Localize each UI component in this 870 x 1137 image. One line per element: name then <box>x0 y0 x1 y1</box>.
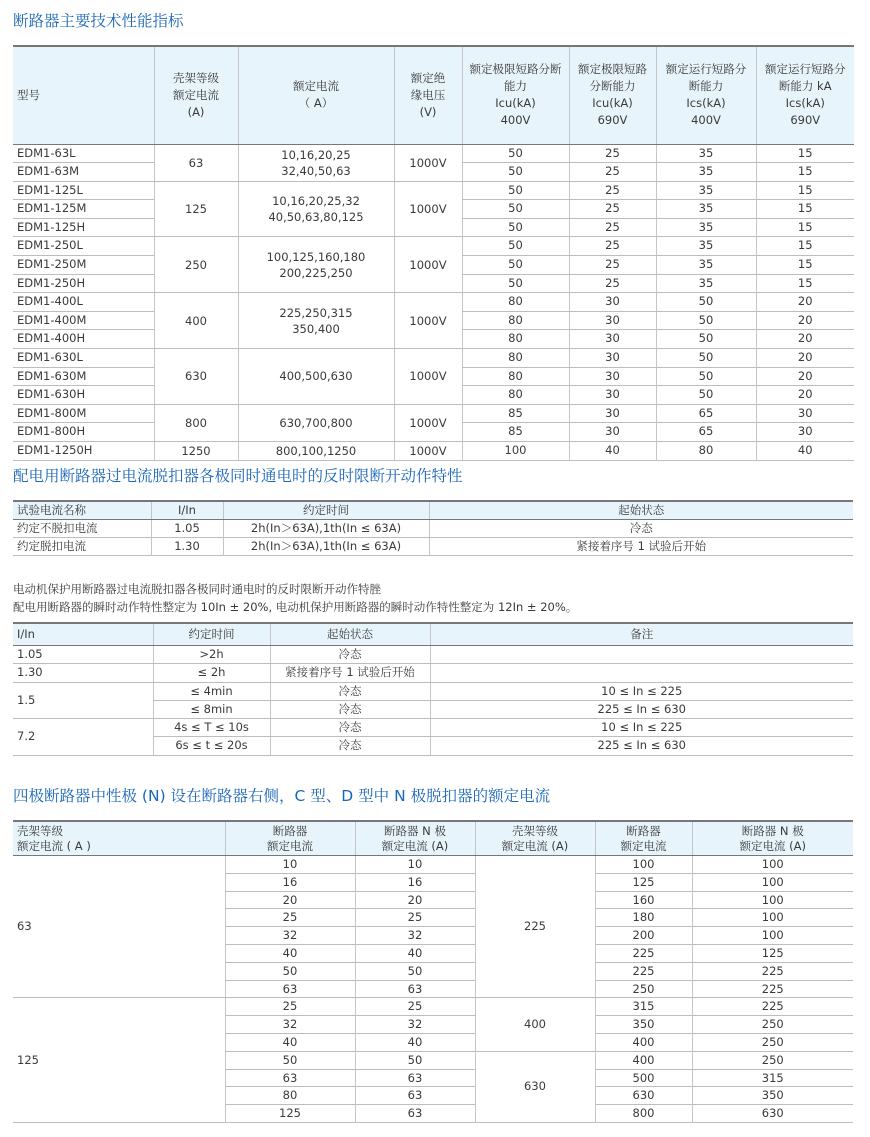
ics-690-cell: 15 <box>756 163 854 182</box>
table-row <box>13 237 854 256</box>
model-cell: EDM1-125L <box>13 181 154 200</box>
rated-current-cell: 350 <box>595 1016 692 1034</box>
n-pole-current-cell: 100 <box>692 856 853 874</box>
icu-690-cell: 25 <box>569 218 656 237</box>
rated-current-cell: 500 <box>595 1069 692 1087</box>
icu-690-cell: 40 <box>569 442 656 461</box>
ics-690-cell: 15 <box>756 200 854 219</box>
n-pole-current-cell: 100 <box>692 909 853 927</box>
rated-current-cell: 100 <box>595 856 692 874</box>
inverse-time-table <box>13 500 853 556</box>
icu-400-cell: 50 <box>462 237 569 256</box>
t4-header-frame-a: 壳架等级 额定电流 ( A ) <box>13 821 225 856</box>
rated-current-cell: 32 <box>225 927 355 945</box>
note-cell <box>430 664 853 682</box>
iin-cell: 1.5 <box>13 682 153 719</box>
ics-400-cell: 50 <box>656 386 756 405</box>
icu-400-cell: 80 <box>462 386 569 405</box>
rated-current-cell: 125 <box>225 1105 355 1123</box>
icu-690-cell: 25 <box>569 237 656 256</box>
model-cell: EDM1-630H <box>13 386 154 405</box>
n-pole-current-cell: 350 <box>692 1087 853 1105</box>
model-cell: EDM1-63M <box>13 163 154 182</box>
table-row <box>13 856 853 874</box>
icu-690-cell: 25 <box>569 256 656 275</box>
time-cell: 2h(In＞63A),1th(In ≤ 63A) <box>223 520 429 538</box>
t4-header-frame-b: 壳架等级 额定电流 (A) <box>475 821 595 856</box>
rated-current-cell: 80 <box>225 1087 355 1105</box>
icu-690-cell: 30 <box>569 311 656 330</box>
rated-current-cell: 800,100,1250 <box>238 442 394 461</box>
icu-400-cell: 85 <box>462 404 569 423</box>
frame-cell: 630 <box>154 349 238 405</box>
note-cell: 10 ≤ In ≤ 225 <box>430 682 853 700</box>
rated-current-cell: 25 <box>225 998 355 1016</box>
state-cell: 冷态 <box>270 682 430 700</box>
table-row <box>13 144 854 163</box>
table-row <box>13 646 853 664</box>
rated-current-cell: 20 <box>225 891 355 909</box>
ics-400-cell: 35 <box>656 144 756 163</box>
t2-header-time: 约定时间 <box>223 501 429 520</box>
ics-690-cell: 20 <box>756 293 854 312</box>
icu-690-cell: 25 <box>569 200 656 219</box>
rated-current-cell: 160 <box>595 891 692 909</box>
n-pole-current-cell: 630 <box>692 1105 853 1123</box>
table-row <box>13 998 853 1016</box>
rated-current-cell: 180 <box>595 909 692 927</box>
ics-690-cell: 20 <box>756 349 854 368</box>
voltage-cell: 1000V <box>394 349 462 405</box>
iin-cell: 1.05 <box>13 646 153 664</box>
note-cell: 10 ≤ In ≤ 225 <box>430 719 853 737</box>
n-pole-current-cell: 50 <box>355 1051 475 1069</box>
time-cell: 4s ≤ T ≤ 10s <box>153 719 270 737</box>
icu-690-cell: 25 <box>569 274 656 293</box>
iin-cell: 1.30 <box>13 664 153 682</box>
ics-400-cell: 50 <box>656 330 756 349</box>
note-motor-protection: 电动机保护用断路器过电流脱扣器各极同时通电时的反时限断开动作特脞 <box>13 582 381 596</box>
frame-cell: 1250 <box>154 442 238 461</box>
n-pole-current-cell: 10 <box>355 856 475 874</box>
iin-cell: 1.05 <box>151 520 223 538</box>
state-cell: 紧接着序号 1 试验后开始 <box>429 538 853 556</box>
state-cell: 冷态 <box>270 737 430 755</box>
state-cell: 冷态 <box>270 719 430 737</box>
table-row <box>13 538 853 556</box>
state-cell: 冷态 <box>270 700 430 718</box>
ics-690-cell: 20 <box>756 386 854 405</box>
frame-cell: 63 <box>13 856 225 998</box>
ics-690-cell: 15 <box>756 274 854 293</box>
header-frame: 壳架等级 额定电流 (A) <box>154 46 238 144</box>
n-pole-current-cell: 25 <box>355 998 475 1016</box>
icu-400-cell: 50 <box>462 200 569 219</box>
t2-header-state: 起始状态 <box>429 501 853 520</box>
model-cell: EDM1-630L <box>13 349 154 368</box>
table-row <box>13 719 853 737</box>
icu-400-cell: 50 <box>462 144 569 163</box>
rated-current-cell: 225,250,315 350,400 <box>238 293 394 349</box>
rated-current-cell: 25 <box>225 909 355 927</box>
voltage-cell: 1000V <box>394 144 462 181</box>
ics-400-cell: 50 <box>656 311 756 330</box>
rated-current-cell: 200 <box>595 927 692 945</box>
t3-header-note: 备注 <box>430 623 853 646</box>
t4-header-n-a: 断路器 N 极 额定电流 (A) <box>355 821 475 856</box>
n-pole-current-cell: 63 <box>355 1087 475 1105</box>
ics-400-cell: 65 <box>656 404 756 423</box>
icu-690-cell: 30 <box>569 349 656 368</box>
ics-690-cell: 20 <box>756 367 854 386</box>
state-cell: 冷态 <box>270 646 430 664</box>
note-cell: 225 ≤ In ≤ 630 <box>430 737 853 755</box>
rated-current-cell: 16 <box>225 873 355 891</box>
ics-690-cell: 15 <box>756 218 854 237</box>
ics-690-cell: 40 <box>756 442 854 461</box>
table-row <box>13 520 853 538</box>
n-pole-current-cell: 250 <box>692 1033 853 1051</box>
icu-400-cell: 85 <box>462 423 569 442</box>
rated-current-cell: 40 <box>225 944 355 962</box>
voltage-cell: 1000V <box>394 181 462 237</box>
t2-header-name: 试验电流名称 <box>13 501 151 520</box>
rated-current-cell: 225 <box>595 944 692 962</box>
model-cell: EDM1-250M <box>13 256 154 275</box>
model-cell: EDM1-1250H <box>13 442 154 461</box>
time-cell: ≤ 8min <box>153 700 270 718</box>
rated-current-cell: 250 <box>595 980 692 998</box>
frame-cell: 125 <box>13 998 225 1123</box>
rated-current-cell: 63 <box>225 1069 355 1087</box>
frame-cell: 250 <box>154 237 238 293</box>
iin-cell: 7.2 <box>13 719 153 756</box>
t4-header-n-b: 断路器 N 极 额定电流 (A) <box>692 821 853 856</box>
frame-cell: 400 <box>475 998 595 1051</box>
n-pole-current-cell: 25 <box>355 909 475 927</box>
icu-690-cell: 30 <box>569 367 656 386</box>
icu-400-cell: 50 <box>462 256 569 275</box>
icu-690-cell: 30 <box>569 423 656 442</box>
rated-current-cell: 800 <box>595 1105 692 1123</box>
neutral-pole-table <box>13 820 853 1123</box>
note-instantaneous: 配电用断路器的瞬时动作特性整定为 10In ± 20%, 电动机保护用断路器的瞬时动作特性整定为 12In ± 20%。 <box>13 600 578 614</box>
ics-690-cell: 15 <box>756 181 854 200</box>
header-ics-400: 额定运行短路分 断能力 Ics(kA) 400V <box>656 46 756 144</box>
voltage-cell: 1000V <box>394 237 462 293</box>
ics-400-cell: 65 <box>656 423 756 442</box>
ics-400-cell: 35 <box>656 274 756 293</box>
frame-cell: 630 <box>475 1051 595 1122</box>
ics-400-cell: 35 <box>656 163 756 182</box>
ics-400-cell: 35 <box>656 218 756 237</box>
model-cell: EDM1-800H <box>13 423 154 442</box>
ics-400-cell: 80 <box>656 442 756 461</box>
t3-header-state: 起始状态 <box>270 623 430 646</box>
time-cell: ≤ 4min <box>153 682 270 700</box>
n-pole-current-cell: 63 <box>355 980 475 998</box>
n-pole-current-cell: 40 <box>355 944 475 962</box>
n-pole-current-cell: 100 <box>692 927 853 945</box>
header-ics-690: 额定运行短路分 断能力 kA Ics(kA) 690V <box>756 46 854 144</box>
rated-current-cell: 400 <box>595 1051 692 1069</box>
ics-400-cell: 50 <box>656 367 756 386</box>
frame-cell: 400 <box>154 293 238 349</box>
t3-header-iin: I/In <box>13 623 153 646</box>
model-cell: EDM1-400M <box>13 311 154 330</box>
rated-current-cell: 40 <box>225 1033 355 1051</box>
voltage-cell: 1000V <box>394 404 462 441</box>
ics-690-cell: 15 <box>756 144 854 163</box>
ics-400-cell: 35 <box>656 256 756 275</box>
rated-current-cell: 10 <box>225 856 355 874</box>
n-pole-current-cell: 20 <box>355 891 475 909</box>
n-pole-current-cell: 225 <box>692 962 853 980</box>
rated-current-cell: 10,16,20,25 32,40,50,63 <box>238 144 394 181</box>
state-cell: 紧接着序号 1 试验后开始 <box>270 664 430 682</box>
state-cell: 冷态 <box>429 520 853 538</box>
n-pole-current-cell: 16 <box>355 873 475 891</box>
icu-400-cell: 80 <box>462 311 569 330</box>
rated-current-cell: 400 <box>595 1033 692 1051</box>
model-cell: EDM1-250H <box>13 274 154 293</box>
model-cell: EDM1-250L <box>13 237 154 256</box>
table-row <box>13 293 854 312</box>
table-row <box>13 682 853 700</box>
table-row <box>13 181 854 200</box>
header-rated-current: 额定电流 （ A） <box>238 46 394 144</box>
test-name-cell: 约定不脱扣电流 <box>13 520 151 538</box>
t4-header-rated-a: 断路器 额定电流 <box>225 821 355 856</box>
motor-protection-table <box>13 622 853 756</box>
specs-table <box>13 45 854 461</box>
t4-header-rated-b: 断路器 额定电流 <box>595 821 692 856</box>
n-pole-current-cell: 225 <box>692 998 853 1016</box>
ics-400-cell: 35 <box>656 200 756 219</box>
header-icu-690: 额定极限短路 分断能力 Icu(kA) 690V <box>569 46 656 144</box>
section-title-neutral-pole: 四极断路器中性极 (N) 设在断路器右侧，C 型、D 型中 N 极脱扣器的额定电流 <box>13 787 551 805</box>
ics-690-cell: 20 <box>756 311 854 330</box>
rated-current-cell: 125 <box>595 873 692 891</box>
icu-400-cell: 50 <box>462 218 569 237</box>
icu-400-cell: 50 <box>462 181 569 200</box>
n-pole-current-cell: 225 <box>692 980 853 998</box>
section-title-inverse-time: 配电用断路器过电流脱扣器各极同时通电时的反时限断开动作特性 <box>13 467 463 485</box>
model-cell: EDM1-125H <box>13 218 154 237</box>
icu-400-cell: 80 <box>462 293 569 312</box>
table-row <box>13 664 853 682</box>
icu-690-cell: 30 <box>569 330 656 349</box>
n-pole-current-cell: 32 <box>355 927 475 945</box>
icu-400-cell: 100 <box>462 442 569 461</box>
icu-400-cell: 80 <box>462 349 569 368</box>
note-cell: 225 ≤ In ≤ 630 <box>430 700 853 718</box>
rated-current-cell: 50 <box>225 962 355 980</box>
rated-current-cell: 10,16,20,25,32 40,50,63,80,125 <box>238 181 394 237</box>
table-row <box>13 404 854 423</box>
header-model: 型号 <box>13 46 154 144</box>
voltage-cell: 1000V <box>394 442 462 461</box>
time-cell: >2h <box>153 646 270 664</box>
model-cell: EDM1-400H <box>13 330 154 349</box>
icu-400-cell: 80 <box>462 330 569 349</box>
ics-400-cell: 35 <box>656 237 756 256</box>
frame-cell: 800 <box>154 404 238 441</box>
rated-current-cell: 400,500,630 <box>238 349 394 405</box>
t3-header-time: 约定时间 <box>153 623 270 646</box>
rated-current-cell: 225 <box>595 962 692 980</box>
time-cell: 2h(In＞63A),1th(In ≤ 63A) <box>223 538 429 556</box>
time-cell: ≤ 2h <box>153 664 270 682</box>
ics-400-cell: 50 <box>656 349 756 368</box>
model-cell: EDM1-63L <box>13 144 154 163</box>
ics-690-cell: 15 <box>756 237 854 256</box>
ics-690-cell: 30 <box>756 423 854 442</box>
icu-690-cell: 25 <box>569 181 656 200</box>
n-pole-current-cell: 250 <box>692 1051 853 1069</box>
table-row <box>13 442 854 461</box>
n-pole-current-cell: 40 <box>355 1033 475 1051</box>
ics-690-cell: 30 <box>756 404 854 423</box>
n-pole-current-cell: 315 <box>692 1069 853 1087</box>
n-pole-current-cell: 250 <box>692 1016 853 1034</box>
rated-current-cell: 630 <box>595 1087 692 1105</box>
rated-current-cell: 100,125,160,180 200,225,250 <box>238 237 394 293</box>
icu-400-cell: 50 <box>462 163 569 182</box>
icu-400-cell: 50 <box>462 274 569 293</box>
model-cell: EDM1-400L <box>13 293 154 312</box>
table-row <box>13 349 854 368</box>
ics-400-cell: 50 <box>656 293 756 312</box>
n-pole-current-cell: 32 <box>355 1016 475 1034</box>
icu-400-cell: 80 <box>462 367 569 386</box>
n-pole-current-cell: 63 <box>355 1105 475 1123</box>
icu-690-cell: 25 <box>569 163 656 182</box>
t2-header-iin: I/In <box>151 501 223 520</box>
rated-current-cell: 50 <box>225 1051 355 1069</box>
header-icu-400: 额定极限短路分断 能力 Icu(kA) 400V <box>462 46 569 144</box>
icu-690-cell: 30 <box>569 404 656 423</box>
icu-690-cell: 25 <box>569 144 656 163</box>
n-pole-current-cell: 100 <box>692 873 853 891</box>
rated-current-cell: 630,700,800 <box>238 404 394 441</box>
ics-690-cell: 20 <box>756 330 854 349</box>
model-cell: EDM1-800M <box>13 404 154 423</box>
time-cell: 6s ≤ t ≤ 20s <box>153 737 270 755</box>
frame-cell: 225 <box>475 856 595 998</box>
icu-690-cell: 30 <box>569 386 656 405</box>
icu-690-cell: 30 <box>569 293 656 312</box>
section-title-specs: 断路器主要技术性能指标 <box>13 12 184 30</box>
model-cell: EDM1-630M <box>13 367 154 386</box>
test-name-cell: 约定脱扣电流 <box>13 538 151 556</box>
n-pole-current-cell: 100 <box>692 891 853 909</box>
n-pole-current-cell: 125 <box>692 944 853 962</box>
ics-690-cell: 15 <box>756 256 854 275</box>
n-pole-current-cell: 63 <box>355 1069 475 1087</box>
rated-current-cell: 315 <box>595 998 692 1016</box>
rated-current-cell: 32 <box>225 1016 355 1034</box>
voltage-cell: 1000V <box>394 293 462 349</box>
model-cell: EDM1-125M <box>13 200 154 219</box>
n-pole-current-cell: 50 <box>355 962 475 980</box>
note-cell <box>430 646 853 664</box>
ics-400-cell: 35 <box>656 181 756 200</box>
rated-current-cell: 63 <box>225 980 355 998</box>
header-voltage: 额定绝 缘电压 (V) <box>394 46 462 144</box>
frame-cell: 63 <box>154 144 238 181</box>
iin-cell: 1.30 <box>151 538 223 556</box>
frame-cell: 125 <box>154 181 238 237</box>
